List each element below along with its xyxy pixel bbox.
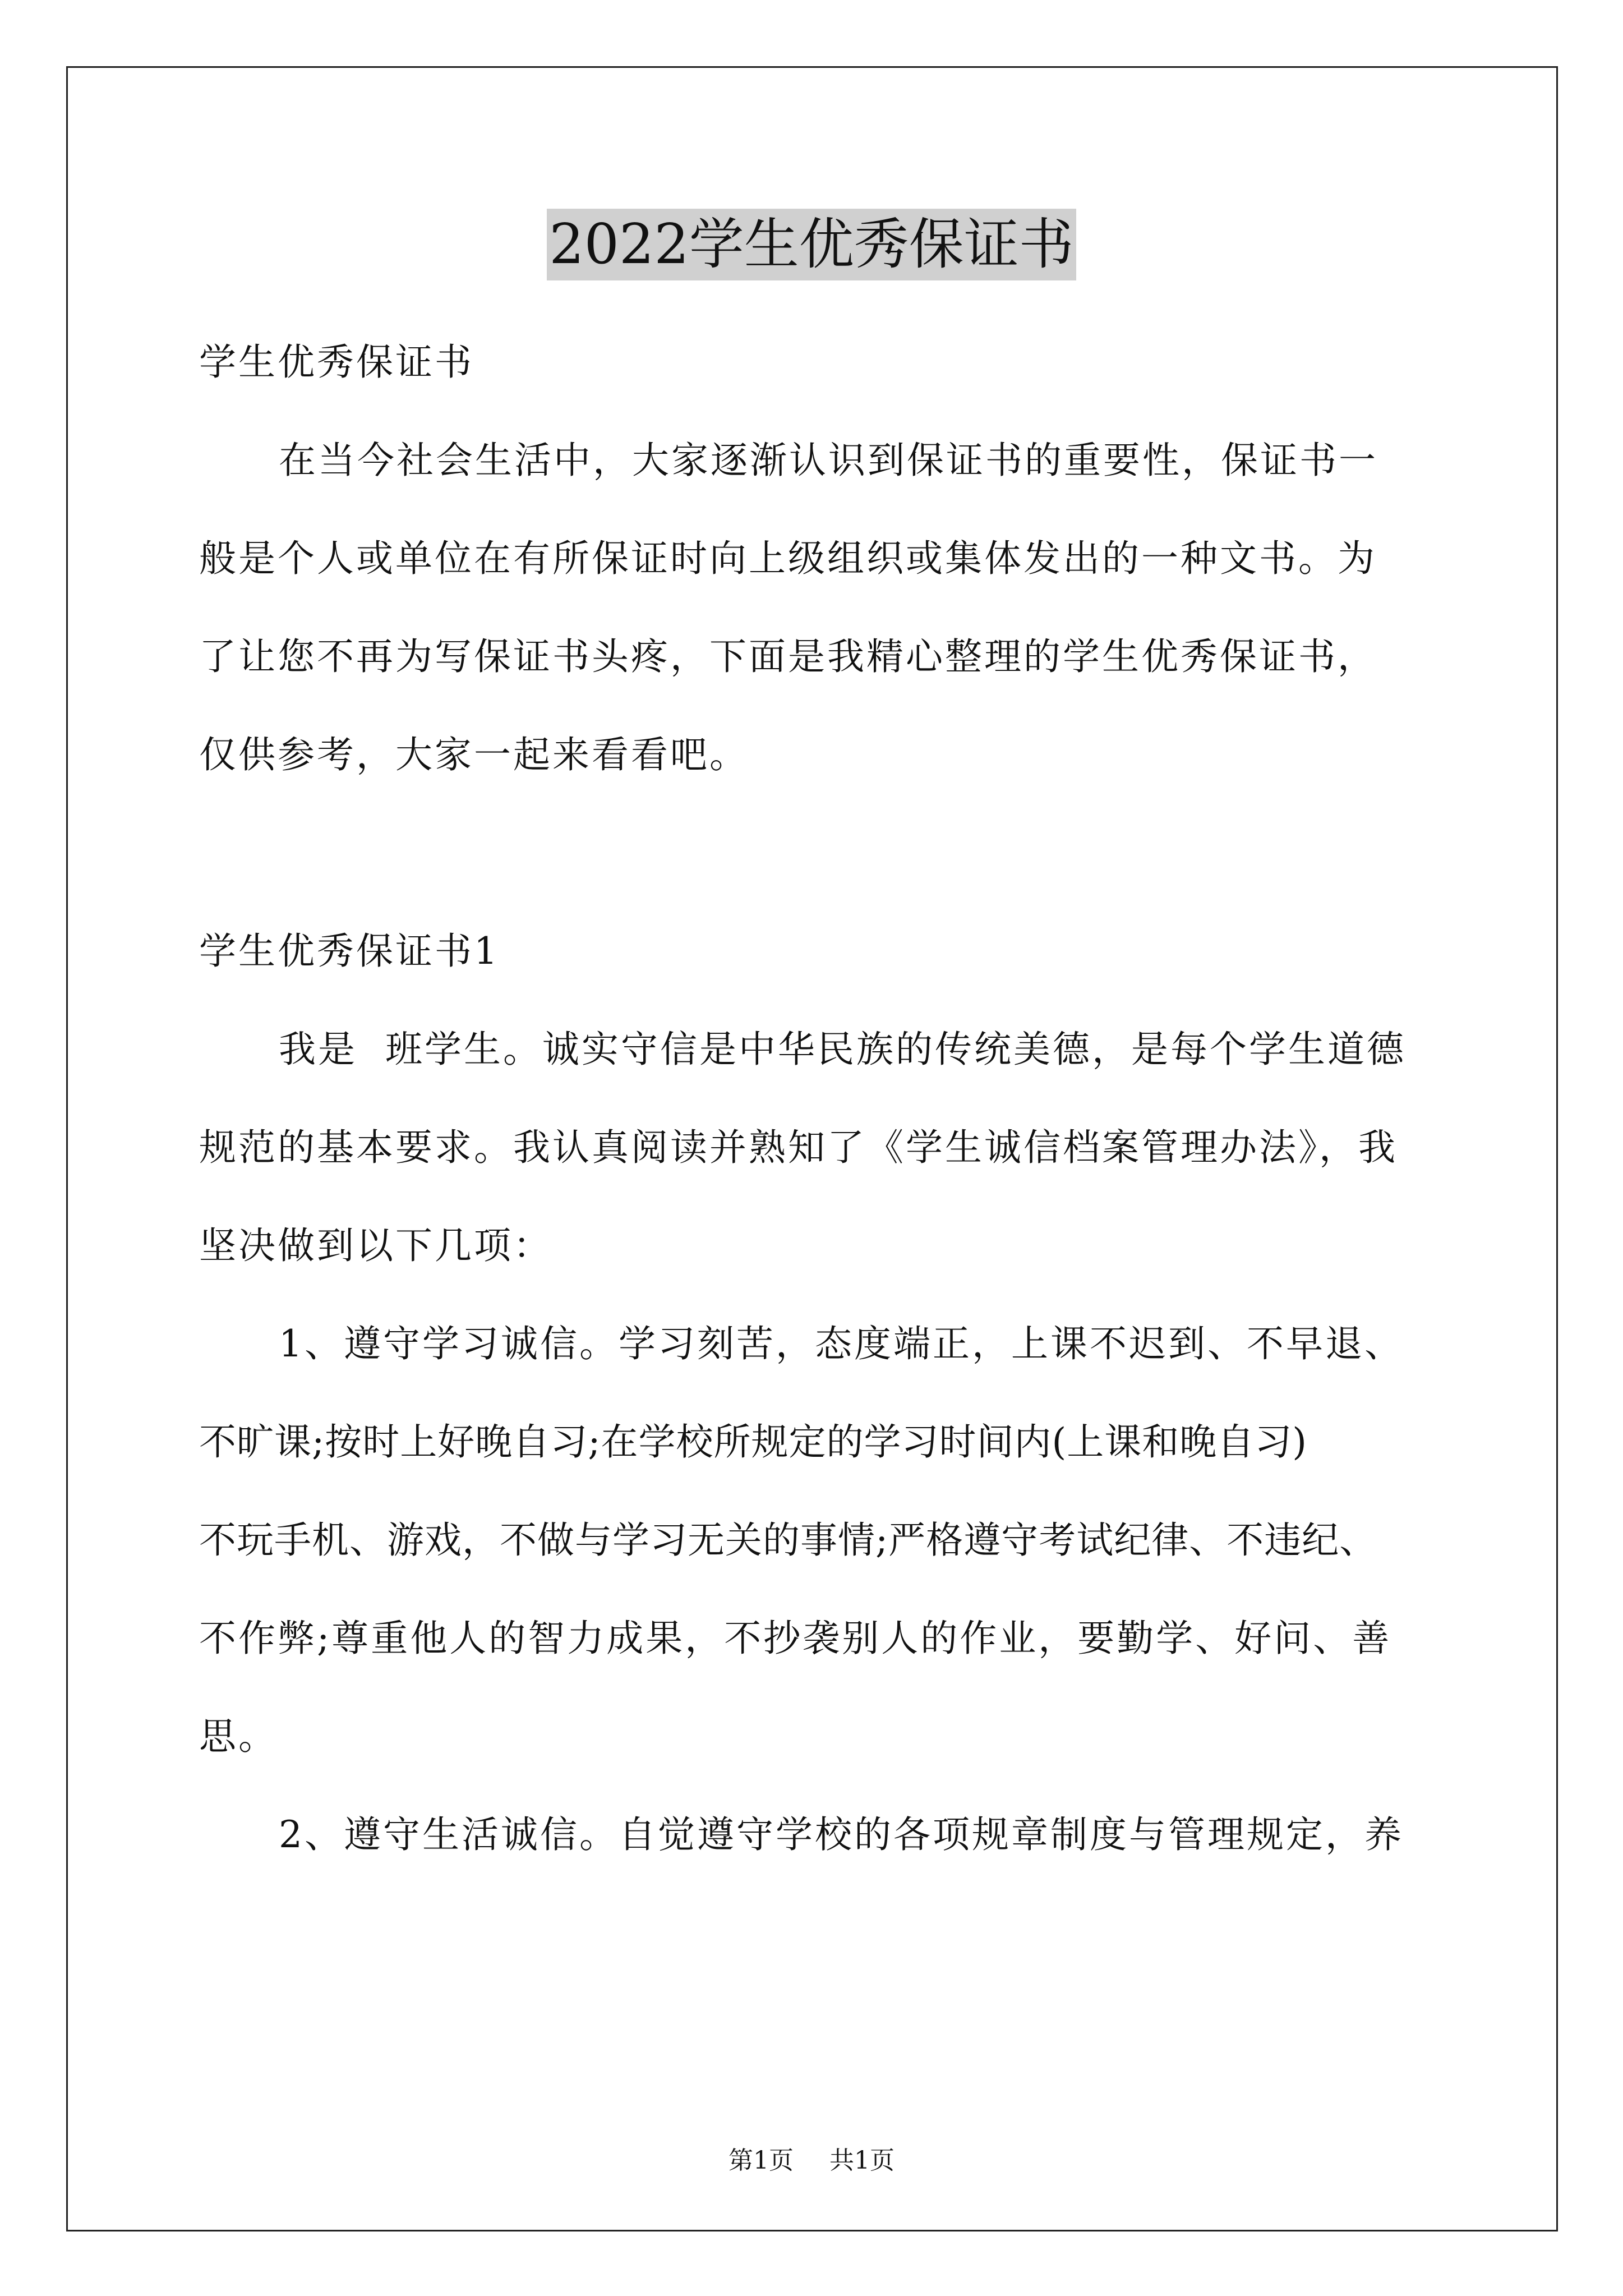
paragraph-line: 2、遵守生活诚信。自觉遵守学校的各项规章制度与管理规定，养 [279, 1813, 1404, 1856]
paragraph-line: 不作弊;尊重他人的智力成果，不抄袭别人的作业，要勤学、好问、善 [199, 1617, 1392, 1660]
page-number-current: 第1页 [728, 2146, 794, 2175]
heading: 学生优秀保证书 [199, 341, 474, 384]
page-number-total: 共1页 [829, 2146, 895, 2175]
paragraph-line: 思。 [199, 1715, 278, 1758]
paragraph-line: 不旷课;按时上好晚自习;在学校所规定的学习时间内(上课和晚自习) [199, 1420, 1307, 1464]
document-body [199, 313, 1433, 1884]
intro-line: 般是个人或单位在有所保证时向上级组织或集体发出的一种文书。为 [199, 537, 1377, 580]
paragraph-line: 坚决做到以下几项： [199, 1224, 552, 1267]
title-wrap [0, 209, 1623, 280]
paragraph-line: 我是 班学生。诚实守信是中华民族的传统美德，是每个学生道德 [279, 1028, 1406, 1071]
page-footer [0, 2144, 1623, 2178]
paragraph-line: 不玩手机、游戏，不做与学习无关的事情;严格遵守考试纪律、不违纪、 [199, 1519, 1377, 1562]
section-heading: 学生优秀保证书1 [199, 930, 500, 973]
intro-line: 了让您不再为写保证书头疼，下面是我精心整理的学生优秀保证书， [199, 635, 1377, 678]
spacer [199, 804, 1433, 902]
intro-line: 仅供参考，大家一起来看看吧。 [199, 733, 749, 776]
paragraph-line: 规范的基本要求。我认真阅读并熟知了《学生诚信档案管理办法》，我 [199, 1126, 1398, 1169]
paragraph-line: 1、遵守学习诚信。学习刻苦，态度端正，上课不迟到、不早退、 [279, 1322, 1404, 1365]
intro-line: 在当今社会生活中，大家逐渐认识到保证书的重要性，保证书一 [279, 439, 1378, 482]
document-title: 2022学生优秀保证书 [547, 209, 1076, 280]
